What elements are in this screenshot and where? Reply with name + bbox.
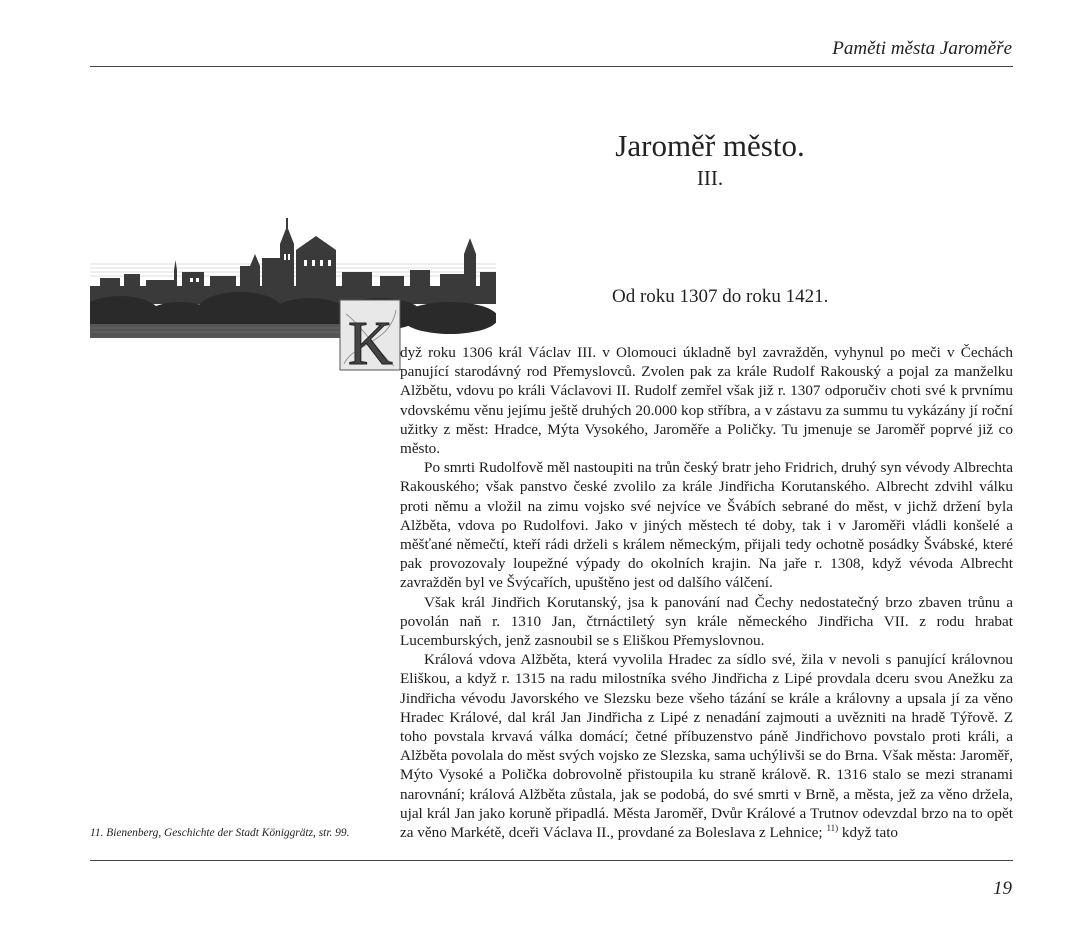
paragraph: Po smrti Rudolfově měl nastoupiti na trůn český bratr jeho Fridrich, druhý syn vévody Albrechta Rakouského; však panstvo české zvolilo za krále Jindřicha Korutanského. Albrecht zdvihl válku proti němu a vložil na zimu vojsko své nejvíce ve Švábích sebrané do měst, v jichž držení byla Alžběta, vdova po Rudolfovi. Jako v jiných městech té doby, tak i v Jaroměři vládli konšelé a měšťané němečtí, kteří rádi drželi s králem německým, přijali tedy ochotně posádky Švábské, které pak provozovaly loupežné výpady do okolních krajin. Na jaře r. 1308, když vévoda Albrecht zavražděn byl ve Švýcařích, upuštěno jest od dalšího válčení. (400, 459, 1013, 592)
chapter-number: III. (696, 166, 724, 190)
paragraph-text: Králová vdova Alžběta, která vyvolila Hradec za sídlo své, žila v nevoli s panující královnou Eliškou, a když r. 1315 na radu milostníka svého Jindřicha z Lipé provdala dceru svou Anežku za Jindřicha vévodu Javorského ve Slezsku beze všeho tázání se krále a královny a upsala jí za věno Hradec Králové, dal král Jan Jindřicha z Lipé z nenadání zajmouti a uvězniti na hradě Týřově. Z toho povstala krvavá válka domácí; četné příbuzenstvo páně Jindřichovo povstalo proti králi, a Alžběta povolala do měst svých vojsko ze Slezska, sama uchýlivši se do Brna. Však města: Jaroměř, Mýto Vysoké a Polička dobrovolně přistoupila ku straně králově. R. 1316 stalo se mezi stranami narovnání; králová Alžběta zůstala, jak se podobá, do své smrti v Brně, a města, jež za věno držela, ujal král Jan jako koruně připadlá. Města Jaroměř, Dvůr Králové a Trutnov odevzdal brzo na to opět za věno Markétě, dceři Václava II., provdané za Boleslava z Lehnice; (400, 651, 1013, 842)
chapter-title: Jaroměř město. (615, 128, 805, 163)
footnote-reference[interactable]: 11) (826, 823, 839, 834)
paragraph-continuation: když tato (838, 824, 899, 842)
section-heading: Od roku 1307 do roku 1421. (612, 286, 829, 307)
paragraph: Však král Jindřich Korutanský, jsa k panování nad Čechy nedostatečný brzo zbaven trůnu a povolán naň r. 1310 Jan, čtrnáctiletý syn krále německého Jindřicha VII. z rodu hrabat Lucemburských, jenž zasnoubil se s Eliškou Přemyslovnou. (400, 593, 1013, 650)
body-text (400, 343, 1013, 842)
header-rule (90, 66, 1013, 67)
initial-letter: K (348, 310, 393, 374)
page-number: 19 (993, 878, 1012, 899)
footnote: 11. Bienenberg, Geschichte der Stadt Königgrätz, str. 99. (90, 827, 350, 839)
footer-rule (90, 860, 1013, 861)
paragraph (400, 650, 1013, 842)
paragraph: dyž roku 1306 král Václav III. v Olomouci úkladně byl zavražděn, vyhynul po meči v Čechách panující starodávný rod Přemyslovců. Zvolen pak za krále Rudolf Rakouský a pojal za manželku Alžbětu, vdovu po králi Václavovi II. Rudolf zemřel však již r. 1307 odporučiv choti své k prvnímu vdovskému věnu jejímu ještě druhých 20.000 kop stříbra, a v zástavu za summu tu vykázány jí roční užitky z měst: Hradce, Mýta Vysokého, Jaroměře a Poličky. Tu jmenuje se Jaroměř poprvé již co město. (400, 344, 1013, 458)
running-head: Paměti města Jaroměře (832, 38, 1012, 59)
